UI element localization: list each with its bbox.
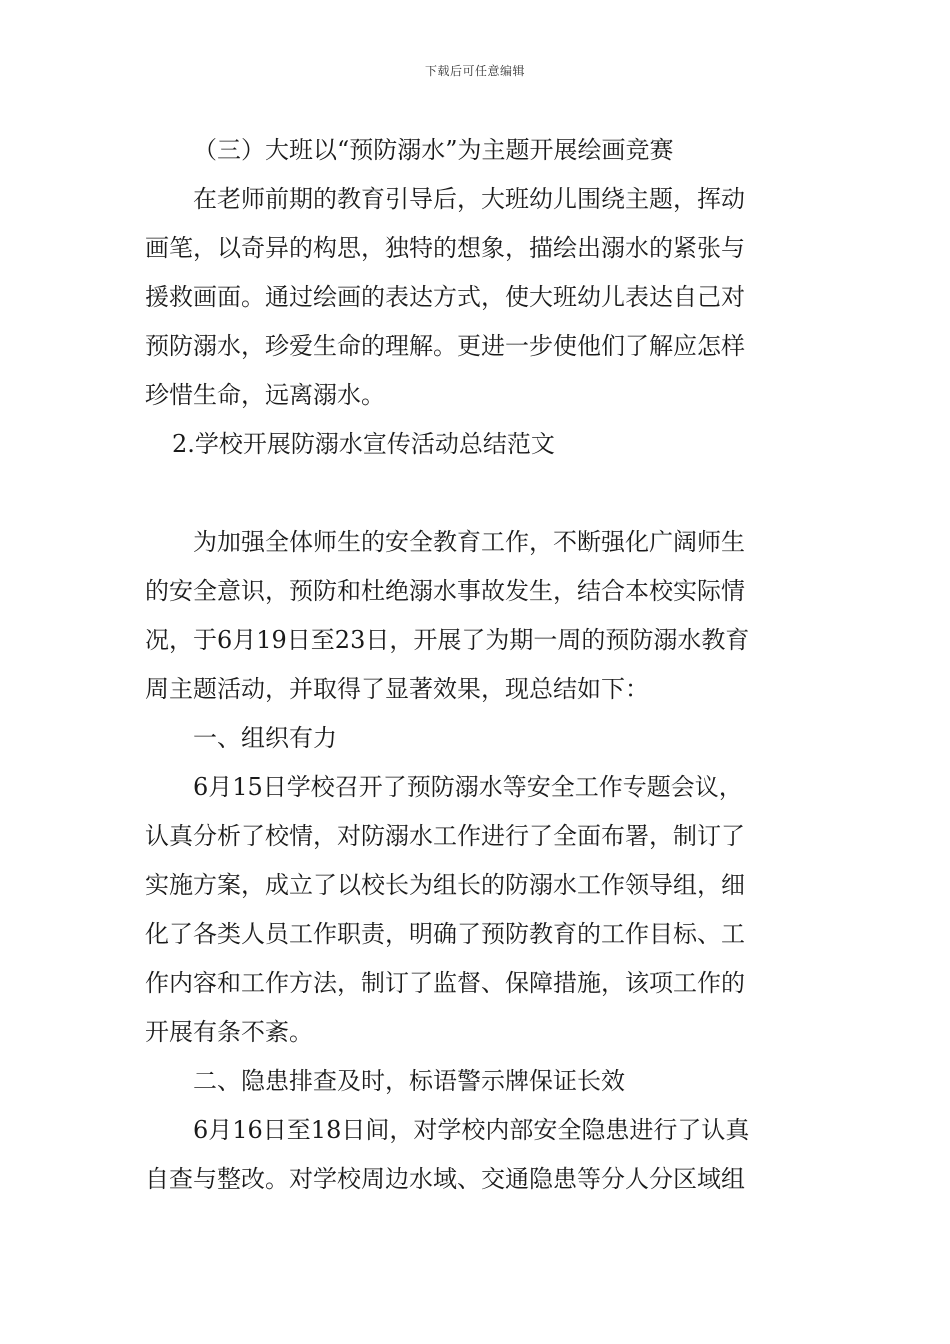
text-line: （三）大班以“预防溺水”为主题开展绘画竞赛 <box>193 136 674 164</box>
text-line: 化了各类人员工作职责，明确了预防教育的工作目标、工 <box>145 920 745 948</box>
text-line: 周主题活动，并取得了显著效果，现总结如下： <box>145 675 649 703</box>
text-line: 援救画面。通过绘画的表达方式，使大班幼儿表达自己对 <box>145 283 745 311</box>
text-line: 的安全意识，预防和杜绝溺水事故发生，结合本校实际情 <box>145 577 745 605</box>
text-line: 预防溺水，珍爱生命的理解。更进一步使他们了解应怎样 <box>145 332 745 360</box>
text-line: 在老师前期的教育引导后，大班幼儿围绕主题，挥动 <box>193 185 745 213</box>
document-body <box>145 126 809 1204</box>
text-line: 自查与整改。对学校周边水域、交通隐患等分人分区域组 <box>145 1165 745 1193</box>
page-header: 下载后可任意编辑 <box>424 64 525 78</box>
text-line: 画笔，以奇异的构思，独特的想象，描绘出溺水的紧张与 <box>145 234 745 262</box>
text-line: 实施方案，成立了以校长为组长的防溺水工作领导组，细 <box>145 871 745 899</box>
subheading: 一、组织有力 <box>193 724 337 752</box>
blank-line <box>145 469 809 518</box>
text-line: 为加强全体师生的安全教育工作，不断强化广阔师生 <box>193 528 745 556</box>
section-heading: 2.学校开展防溺水宣传活动总结范文 <box>172 430 555 458</box>
text-line: 认真分析了校情，对防溺水工作进行了全面布署，制订了 <box>145 822 745 850</box>
subheading: 二、隐患排查及时，标语警示牌保证长效 <box>193 1067 625 1095</box>
text-line: 开展有条不紊。 <box>145 1018 313 1046</box>
text-line: 6月15日学校召开了预防溺水等安全工作专题会议， <box>193 773 743 801</box>
text-line: 6月16日至18日间，对学校内部安全隐患进行了认真 <box>193 1116 750 1144</box>
text-line: 作内容和工作方法，制订了监督、保障措施，该项工作的 <box>145 969 745 997</box>
text-line: 珍惜生命，远离溺水。 <box>145 381 385 409</box>
text-line: 况，于6月19日至23日，开展了为期一周的预防溺水教育 <box>145 626 750 654</box>
